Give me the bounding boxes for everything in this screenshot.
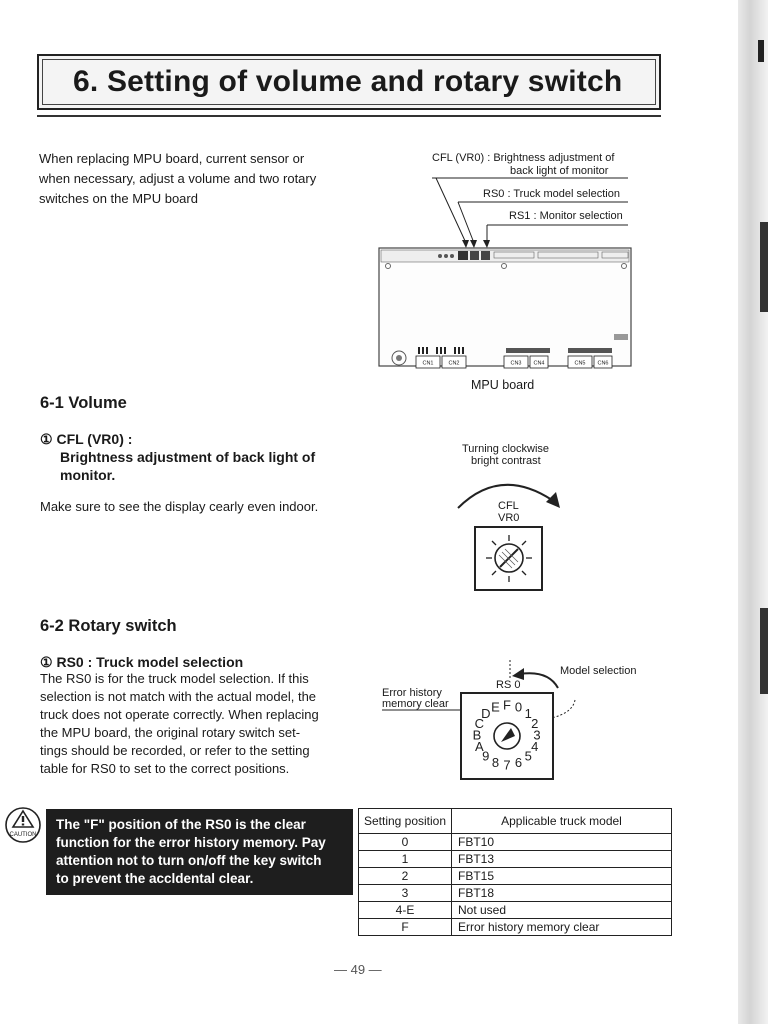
dial-digit: 9 [482,748,490,764]
cell-model: FBT10 [452,834,672,851]
caution-line: attention not to turn on/off the key switch [56,853,322,868]
rotary-body-line: tings should be recorded, or refer to the setting [40,743,310,758]
dial-digit: B [472,727,482,743]
cell-position: 3 [359,885,452,902]
error-history-line1: Error history [382,687,442,699]
table-row [359,919,672,936]
section-heading-volume: 6-1 Volume [40,394,127,412]
table-row [359,902,672,919]
caution-line: to prevent the accldental clear. [56,871,254,886]
settings-table [358,808,672,936]
cell-model: FBT13 [452,851,672,868]
page-number: — 49 — [334,962,382,977]
volume-item-desc-line2: monitor. [60,467,116,483]
model-selection-label: Model selection [560,665,637,677]
connector-label: CN6 [597,360,609,367]
rs0-item-title: RS0 : Truck model selection [56,654,244,670]
caution-icon [4,806,42,844]
rs0-callout: RS0 : Truck model selection [483,188,620,200]
cell-position: 2 [359,868,452,885]
dial-digit: C [474,715,484,731]
knob-label-line2: VR0 [498,512,520,524]
error-history-line2: memory clear [382,698,449,710]
item-marker: ① [40,431,53,447]
volume-note: Make sure to see the display cearly even indoor. [40,499,319,514]
rotary-body-line: the MPU board, the original rotary switch set- [40,725,301,740]
dial-digit: 6 [514,755,523,771]
mpu-board-caption: MPU board [471,378,535,392]
dial-digit: A [474,738,484,754]
item-marker: ① [40,654,53,670]
volume-item-desc-line1: Brightness adjustment of back light of [60,449,316,465]
volume-item-title: CFL (VR0) : [56,431,133,447]
dial-digit: 5 [524,748,532,764]
cell-position: F [359,919,452,936]
rotary-body-line: The RS0 is for the truck model selection. If this [40,671,309,686]
rs1-callout: RS1 : Monitor selection [509,210,623,222]
connector-label: CN2 [448,360,460,367]
dial-digit: 4 [531,738,539,754]
connector-label: CN5 [574,360,586,367]
table-row [359,868,672,885]
knob-label-line1: CFL [498,500,519,512]
caution-box [46,809,353,895]
dial-digit: 8 [491,755,500,771]
caution-line: function for the error history memory. Pay [56,835,326,850]
rotary-body-line: truck does not operate correctly. When replacing [40,707,319,722]
caution-line: The "F" position of the RS0 is the clear [56,817,306,832]
dial-digit: 1 [524,706,532,722]
page-title: 6. Setting of volume and rotary switch [73,65,623,98]
connector-label: CN4 [533,360,545,367]
intro-line: When replacing MPU board, current sensor or [39,151,305,166]
cell-model: FBT15 [452,868,672,885]
cell-position: 1 [359,851,452,868]
cell-model: Error history memory clear [452,919,672,936]
dial-digit: E [491,699,500,715]
turn-label-line1: Turning clockwise [462,443,550,455]
table-row [359,834,672,851]
cell-model: Not used [452,902,672,919]
dial-digit: F [503,697,511,713]
rotary-body-line: table for RS0 to set to the correct positions. [40,761,290,776]
intro-line: switches on the MPU board [39,191,198,206]
dial-digit: 3 [533,727,541,743]
section-heading-rotary: 6-2 Rotary switch [40,617,177,635]
dial-digit: 0 [514,699,523,715]
table-row [359,885,672,902]
turn-label-line2: bright contrast [471,455,541,467]
cell-model: FBT18 [452,885,672,902]
header-setting-position: Setting position [359,809,452,834]
cfl-callout-line1: CFL (VR0) : Brightness adjustment of [432,152,615,164]
rs0-dial [460,692,554,780]
rs0-dial-label: RS 0 [496,679,521,691]
header-applicable-model: Applicable truck model [452,809,672,834]
cell-position: 4-E [359,902,452,919]
dial-digit: 2 [531,715,539,731]
connector-label: CN3 [510,360,522,367]
dial-digit: 7 [503,757,511,773]
table-row [359,851,672,868]
dial-digit: D [481,706,491,722]
rotary-body-line: selection is not match with the actual model, the [40,689,317,704]
cell-position: 0 [359,834,452,851]
intro-line: when necessary, adjust a volume and two rotary [39,171,317,186]
caution-icon-text: CAUTION [9,832,37,838]
table-header-row [359,809,672,834]
cfl-callout-line2: back light of monitor [510,165,609,177]
connector-label: CN1 [422,360,434,367]
